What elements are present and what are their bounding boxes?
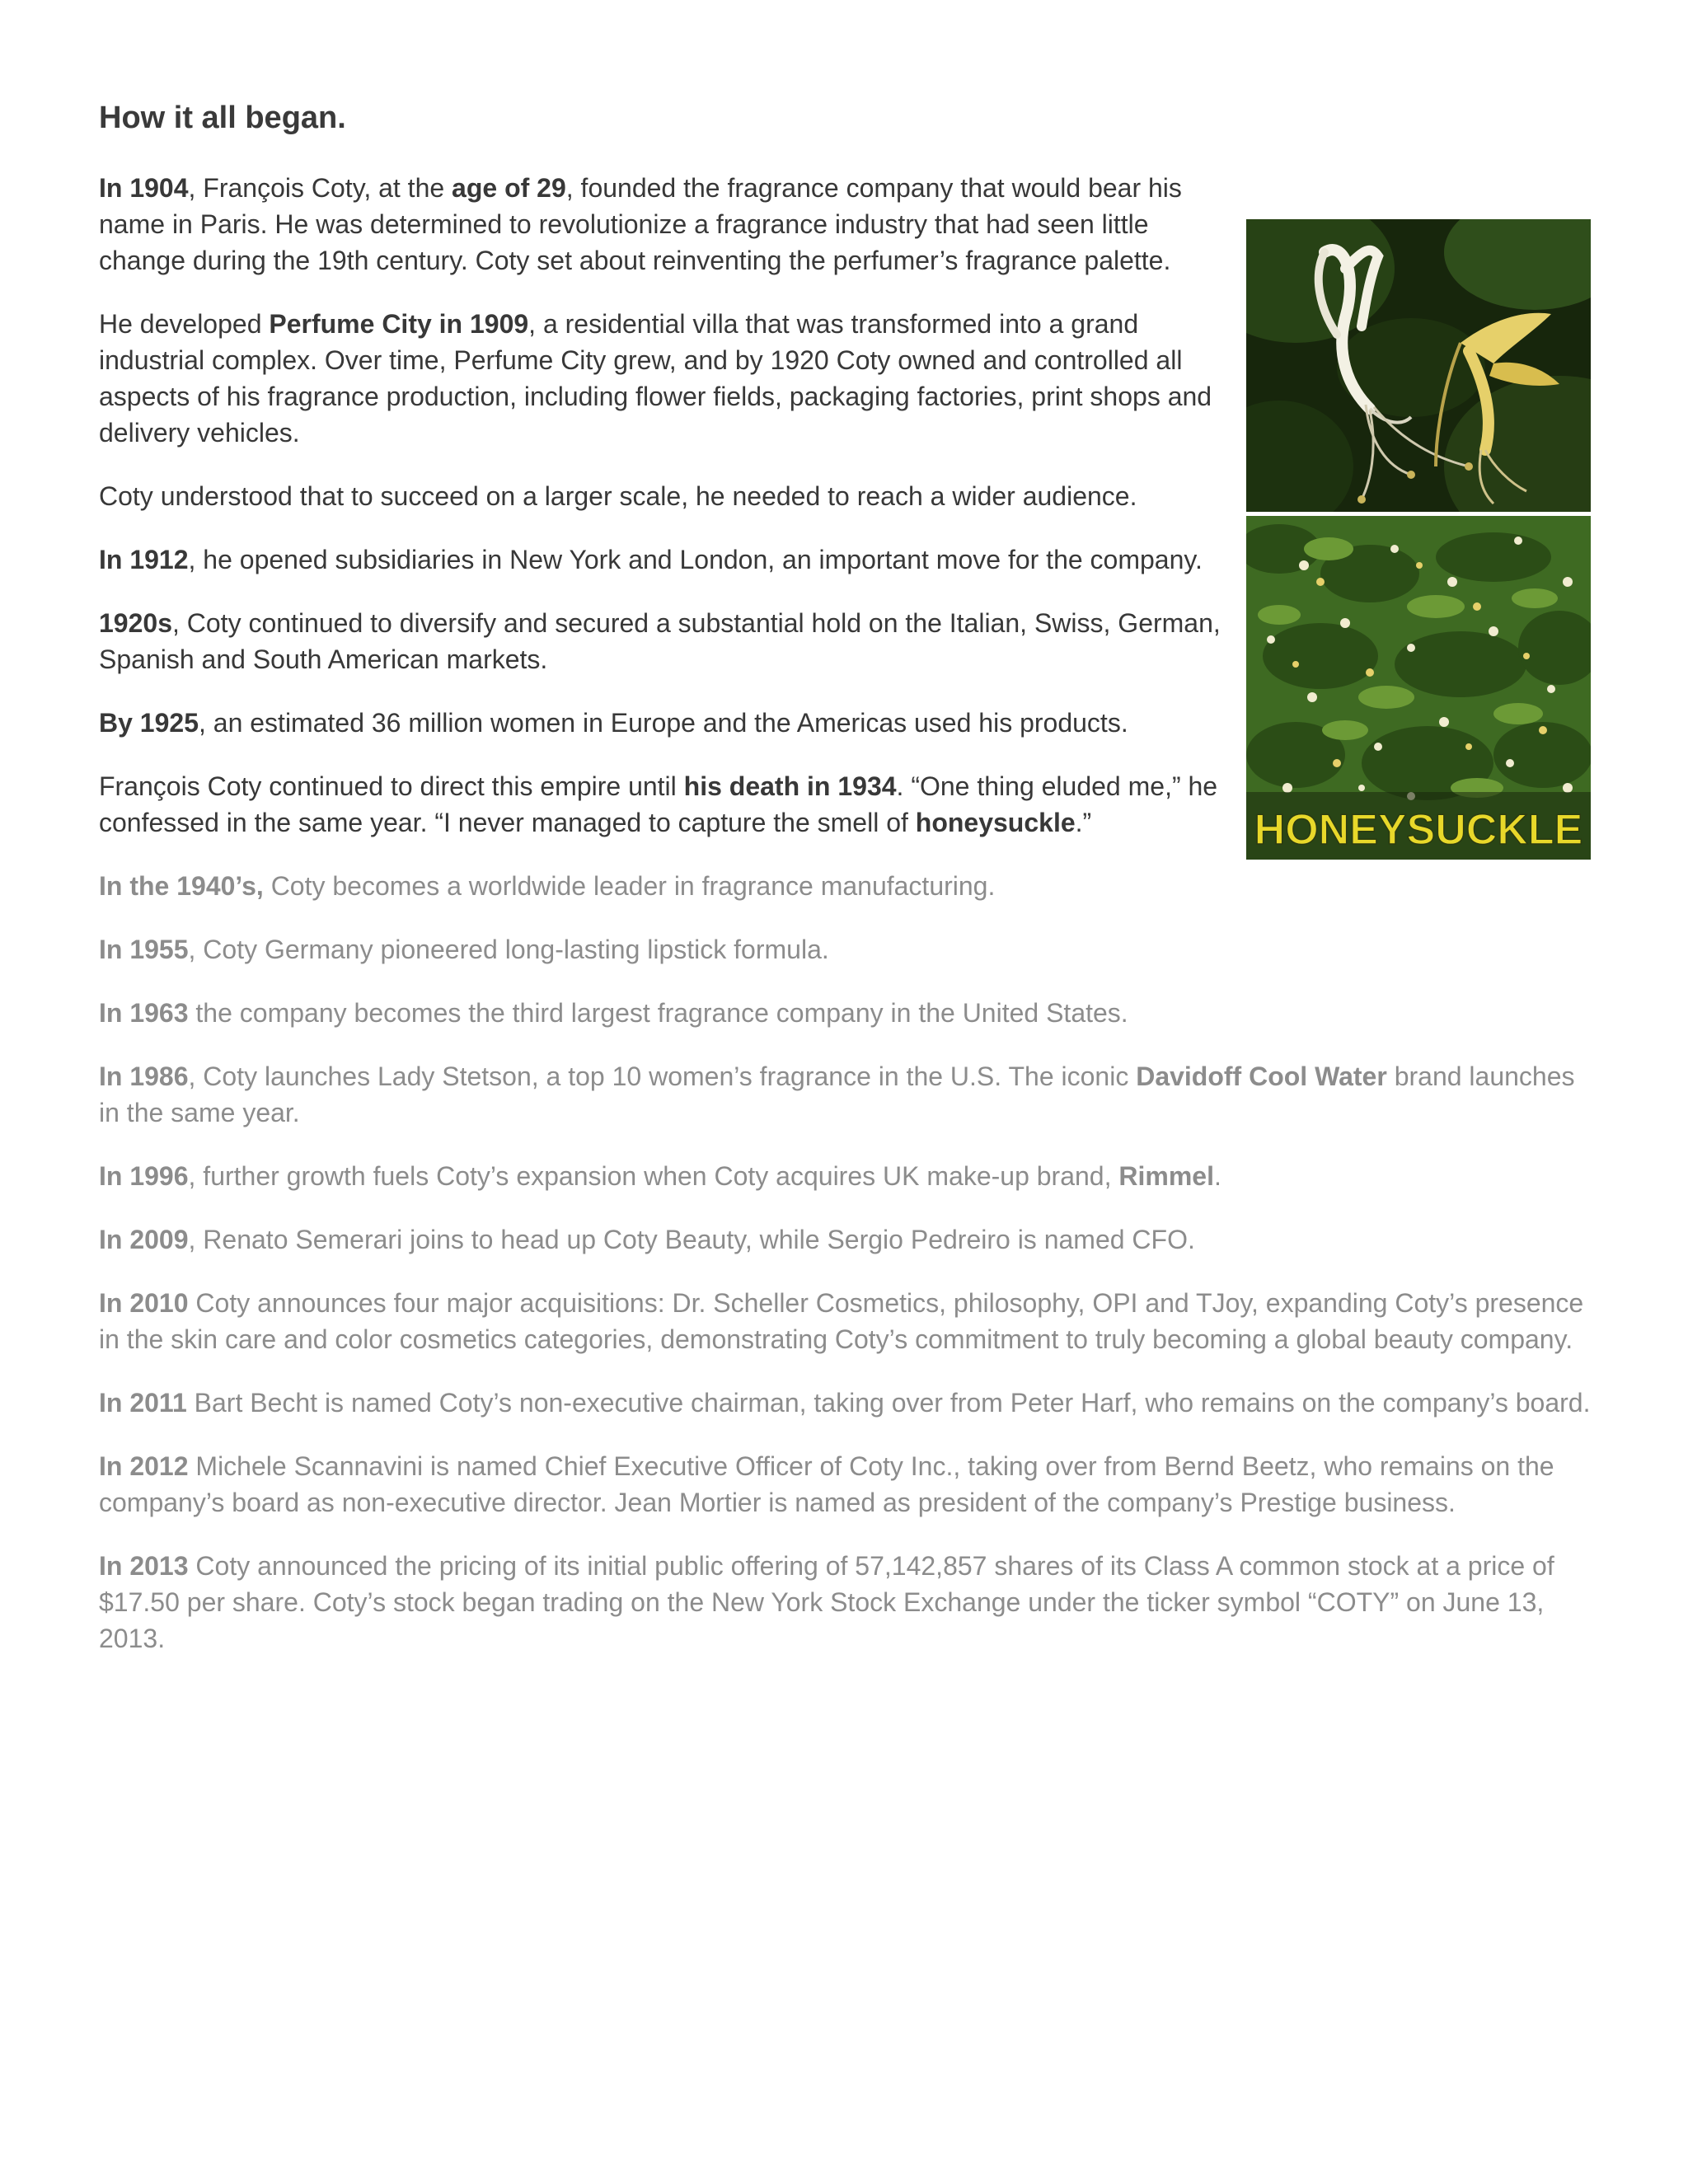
bold-text: In 1963 [99,998,189,1028]
bold-text: In 1912 [99,545,189,574]
paragraph-14 [99,1285,1591,1357]
bold-text: By 1925 [99,708,199,738]
paragraph-15 [99,1385,1591,1421]
body-text: , Renato Semerari joins to head up Coty Beauty, while Sergio Pedreiro is named CFO. [188,1225,1195,1254]
body-text: Coty understood that to succeed on a larger scale, he needed to reach a wider audience. [99,481,1137,511]
body-text: He developed [99,309,270,339]
paragraph-13 [99,1221,1591,1258]
body-text: Coty announced the pricing of its initial public offering of 57,142,857 shares of its Class A common stock at a price of $17.50 per share. Coty’s stock began trading on the New York Stock Exchange under the ticker symbol “COTY” on June 13, 2013. [99,1551,1554,1653]
body-text: brand launches in the same year. [99,1062,1575,1127]
bold-text: In 1955 [99,935,189,964]
honeysuckle-flower-image [1246,219,1591,512]
body-text: François Coty continued to direct this empire until [99,771,684,801]
bold-text: In 2010 [99,1288,189,1318]
document-page [99,97,1591,1684]
bold-text: In 2011 [99,1388,187,1418]
bold-text: In 2012 [99,1451,189,1481]
body-text: Coty announces four major acquisitions: Dr. Scheller Cosmetics, philosophy, OPI and TJoy, expanding Coty’s presence in the skin care and color cosmetics categories, demonstrating Coty’s commitment to truly becoming a global beauty company. [99,1288,1584,1354]
body-text: , an estimated 36 million women in Europe and the Americas used his products. [198,708,1128,738]
bold-text: his death in 1934 [683,771,897,801]
paragraph-10 [99,995,1591,1031]
honeysuckle-bush-image [1246,516,1591,860]
body-text: Coty becomes a worldwide leader in fragrance manufacturing. [263,871,996,901]
bold-text: In 2009 [99,1225,189,1254]
bold-text: In 1986 [99,1062,189,1091]
paragraph-12 [99,1158,1591,1194]
paragraph-9 [99,931,1591,968]
bold-text: honeysuckle [915,808,1076,837]
paragraph-17 [99,1548,1591,1657]
body-text: . “One thing eluded me,” he confessed in the same year. “I never managed to capture the smell of [99,771,1218,837]
bold-text: Rimmel [1118,1161,1214,1191]
body-text: , Coty continued to diversify and secured a substantial hold on the Italian, Swiss, German, Spanish and South American markets. [99,608,1221,674]
body-text: Bart Becht is named Coty’s non-executive chairman, taking over from Peter Harf, who remains on the company’s board. [186,1388,1591,1418]
paragraph-8 [99,868,1591,904]
body-text: , he opened subsidiaries in New York and London, an important move for the company. [188,545,1203,574]
bold-text: In 2013 [99,1551,189,1581]
bold-text: age of 29 [452,173,566,203]
bold-text: 1920s [99,608,172,638]
body-text: , Coty launches Lady Stetson, a top 10 women’s fragrance in the U.S. The iconic [188,1062,1137,1091]
body-text: , Coty Germany pioneered long-lasting lipstick formula. [188,935,829,964]
body-text: , further growth fuels Coty’s expansion when Coty acquires UK make-up brand, [188,1161,1119,1191]
body-text: , founded the fragrance company that would bear his name in Paris. He was determined to revolutionize a fragrance industry that had seen little change during the 19th century. Coty set about reinventing the perfumer’s fragrance palette. [99,173,1182,275]
body-text: , a residential villa that was transformed into a grand industrial complex. Over time, Perfume City grew, and by 1920 Coty owned and controlled all aspects of his fragrance production, including flower fields, packaging factories, print shops and delivery vehicles. [99,309,1212,448]
bold-text: In the 1940’s, [99,871,264,901]
body-text: .” [1075,808,1092,837]
body-text: . [1213,1161,1221,1191]
bold-text: Perfume City in 1909 [269,309,529,339]
body-text: , François Coty, at the [188,173,452,203]
paragraph-16 [99,1448,1591,1521]
bold-text: Davidoff Cool Water [1136,1062,1387,1091]
honeysuckle-figure [1246,219,1591,860]
honeysuckle-caption: HONEYSUCKLE [1254,806,1583,854]
page-title: How it all began. [99,101,346,135]
paragraph-11 [99,1058,1591,1131]
body-text: Michele Scannavini is named Chief Executive Officer of Coty Inc., taking over from Bernd Beetz, who remains on the company’s board as non-executive director. Jean Mortier is named as president of the company’s Prestige business. [99,1451,1554,1517]
body-text: the company becomes the third largest fragrance company in the United States. [188,998,1128,1028]
bold-text: In 1996 [99,1161,189,1191]
bold-text: In 1904 [99,173,189,203]
